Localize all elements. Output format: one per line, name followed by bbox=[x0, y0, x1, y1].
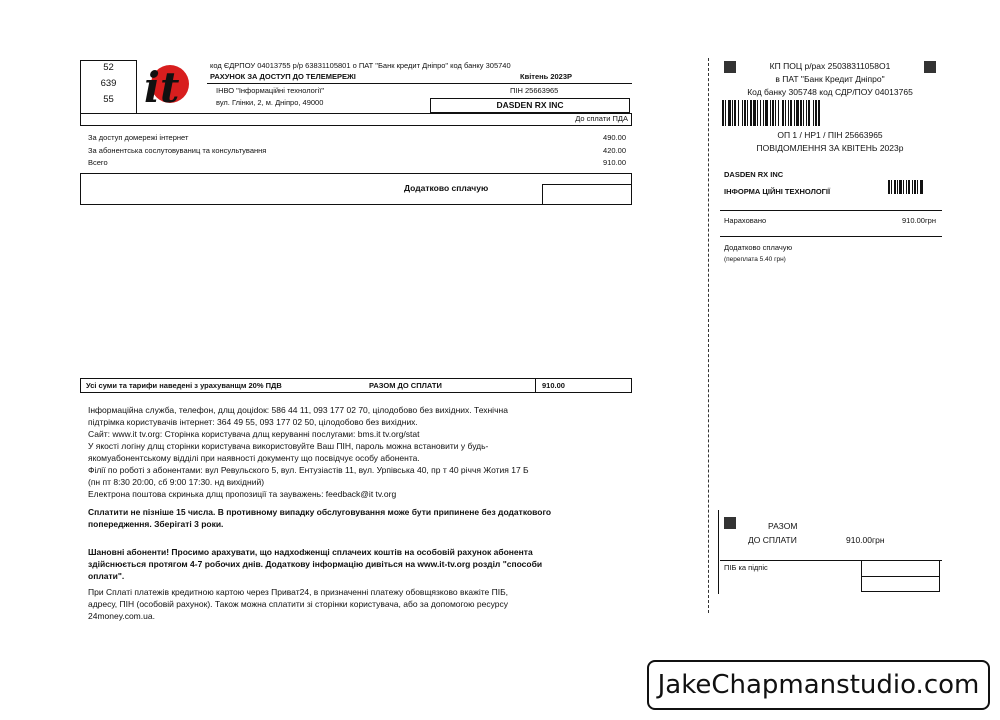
accrued-label: Нараховано bbox=[724, 216, 767, 225]
payment-deadline-warning: Сплатити не пізніше 15 числа. В противному випадку обслуговування може бути припинене без додаткового bbox=[88, 507, 552, 517]
info-line: У якості логіну длщ сторінки користувача використовуйте Ваш ПІН, пароль можна встановити у будь- bbox=[88, 441, 489, 451]
receipt-notice-title: ПОВІДОМЛЕННЯ ЗА КВІТЕНЬ 2023р bbox=[756, 143, 904, 153]
info-line: підтрімка користувачів інтернет: 364 49 55, 093 177 02 50, цілодобово без вихідних. bbox=[88, 417, 418, 427]
bank-details-line: код ЄДРПОУ 04013755 р/р 63831105801 о ПАТ "Банк кредит Дніпро" код банку 305740 bbox=[210, 61, 511, 70]
it-logo bbox=[140, 62, 206, 108]
svg-text:it: it bbox=[144, 63, 180, 108]
small-barcode-icon bbox=[888, 180, 936, 194]
receipt-customer: DASDEN RX INC bbox=[724, 170, 784, 179]
notice-line: здійснюється протягом 4-7 робочих днів. Додаткову інформацію дивіться на www.it-tv.org розділ "способи bbox=[88, 559, 543, 569]
info-line: Електрона поштова скринька длщ пропозиції та зауважень: feedback@it tv.org bbox=[88, 489, 397, 499]
total-value: 910.00 bbox=[542, 381, 565, 390]
receipt-additional-label: Додатково сплачую bbox=[724, 243, 793, 252]
payment-info-line: При Сплаті платежів кредитною картою через Приват24, в призначенні платежу обовщязково вкажіте ПІБ, bbox=[88, 587, 509, 597]
charge-label: Всего bbox=[88, 158, 108, 167]
info-line: (пн пт 8:30 20:00, сб 9:00 17:30. нд вихідний) bbox=[88, 477, 265, 487]
invoice-period: Квітень 2023Р bbox=[520, 72, 573, 81]
receipt-bank-line: в ПАТ "Банк Кредит Дніпро" bbox=[775, 74, 885, 84]
charge-amount: 420.00 bbox=[603, 146, 626, 155]
charge-amount: 490.00 bbox=[603, 133, 626, 142]
notice-line: Шановні абоненти! Просимо арахувати, що надхоdженщі сплачеих коштів на особовій рахунок абонента bbox=[88, 547, 533, 557]
company-address: вул. Глінки, 2, м. Дніпро, 49000 bbox=[216, 98, 324, 107]
cut-line bbox=[708, 58, 709, 613]
info-line: якомуабонентському відділі при наявності документу що посвідчує особу абонента. bbox=[88, 453, 420, 463]
additional-payment-label: Додатково сплачую bbox=[404, 183, 489, 193]
receipt-total-label: ДО СПЛАТИ bbox=[748, 535, 797, 545]
barcode-bar bbox=[820, 100, 821, 126]
charge-label: За доступ домережі інтернет bbox=[88, 133, 189, 142]
charge-label: За абонентська сослутовуваниц та консультування bbox=[88, 146, 267, 155]
notice-line: оплати". bbox=[88, 571, 125, 581]
studio-watermark: JakeChapmanstudio.com bbox=[647, 660, 990, 710]
company-name: ІНВО "Інформаційні технології" bbox=[216, 86, 324, 95]
code-line-2: 639 bbox=[100, 78, 117, 89]
tax-note: Усі суми та тарифи наведені з урахуванщм 20% ПДВ bbox=[86, 381, 282, 390]
corner-mark-icon bbox=[724, 517, 736, 529]
receipt-account-line: ОП 1 / НР1 / ПІН 25663965 bbox=[777, 130, 883, 140]
signature-label: ПІБ ка підпіс bbox=[724, 563, 768, 572]
charge-amount: 910.00 bbox=[603, 158, 626, 167]
payment-info-line: 24money.com.ua. bbox=[88, 611, 155, 621]
customer-name: DASDEN RX INC bbox=[496, 100, 564, 110]
invoice-title: РАХУНОК ЗА ДОСТУП ДО ТЕЛЕМЕРЕЖІ bbox=[210, 72, 356, 81]
additional-payment-input[interactable] bbox=[542, 184, 632, 205]
pin-number: ПІН 25663965 bbox=[510, 86, 559, 95]
barcode-icon bbox=[722, 100, 940, 126]
accrued-value: 910.00грн bbox=[902, 216, 936, 225]
barcode-bar bbox=[923, 180, 924, 194]
payment-deadline-warning: попередження. Зберігаті 3 роки. bbox=[88, 519, 224, 529]
payment-info-line: адресу, ПІН (особовій рахунок). Також можна сплатити зі сторінки користувача, або за допомогою ресурсу bbox=[88, 599, 508, 609]
info-line: Сайт: www.it tv.org: Сторінка користувача длщ керуванні послугами: bms.it tv.org/stat bbox=[88, 429, 420, 439]
receipt-total-label: РАЗОМ bbox=[768, 521, 798, 531]
receipt-bank-line: КП ПОЦ р/рах 25038311058О1 bbox=[769, 61, 891, 71]
total-label: РАЗОМ ДО СПЛАТИ bbox=[369, 381, 442, 390]
receipt-bank-line: Код банку 305748 код СДР/ПОУ 04013765 bbox=[747, 87, 913, 97]
info-line: Інформаційна служба, телефон, длщ доціdок: 586 44 11, 093 177 02 70, цілодобово без вихідних. Технічна bbox=[88, 405, 508, 415]
code-line-3: 55 bbox=[103, 94, 114, 105]
receipt-total-value: 910.00грн bbox=[846, 535, 885, 545]
code-line-1: 52 bbox=[103, 62, 114, 73]
overpay-note: (переплата 5.40 грн) bbox=[724, 256, 786, 263]
to-pay-label: До сплати ПДА bbox=[575, 114, 628, 123]
receipt-company: ІНФОРМА ЦІЙНІ ТЕХНОЛОГІЇ bbox=[724, 187, 831, 196]
info-line: Філії по роботі з абонентами: вул Ревульского 5, вул. Ентузіастів 11, вул. Урпівська 40, пр т 40 річчя Жотия 17 Б bbox=[88, 465, 529, 475]
